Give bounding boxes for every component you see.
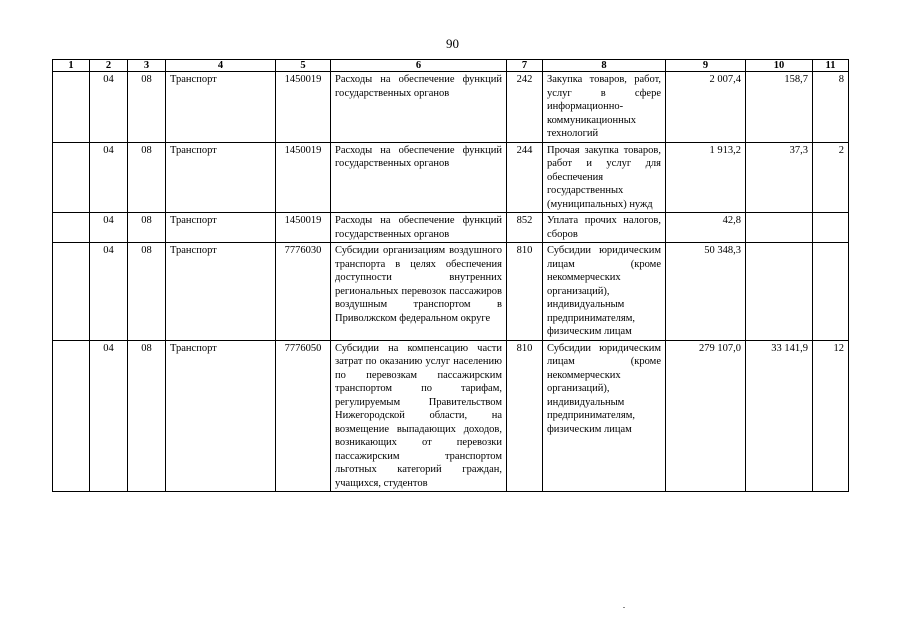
table-row	[53, 72, 849, 143]
subsection-name-cell: Транспорт	[166, 72, 276, 143]
amount-cell	[813, 243, 849, 341]
target-article-cell: 7776050	[276, 340, 331, 492]
table-row	[53, 340, 849, 492]
column-header: 4	[166, 60, 276, 72]
expense-type-code-cell: 242	[507, 72, 543, 143]
subsection-name-cell: Транспорт	[166, 142, 276, 213]
subsection-code-cell: 08	[128, 142, 166, 213]
expense-type-code-cell: 810	[507, 243, 543, 341]
amount-cell: 1 913,2	[666, 142, 746, 213]
row-number-cell	[53, 340, 90, 492]
column-header: 10	[746, 60, 813, 72]
section-code-cell: 04	[90, 142, 128, 213]
target-article-cell: 1450019	[276, 213, 331, 243]
expense-description-cell: Расходы на обеспечение функций государственных органов	[331, 72, 507, 143]
section-code-cell: 04	[90, 72, 128, 143]
expense-type-name-cell: Уплата прочих налогов, сборов	[543, 213, 666, 243]
column-header: 8	[543, 60, 666, 72]
section-code-cell: 04	[90, 340, 128, 492]
amount-cell: 2 007,4	[666, 72, 746, 143]
row-number-cell	[53, 243, 90, 341]
expense-description-cell: Расходы на обеспечение функций государственных органов	[331, 213, 507, 243]
amount-cell: 42,8	[666, 213, 746, 243]
subsection-name-cell: Транспорт	[166, 213, 276, 243]
subsection-code-cell: 08	[128, 72, 166, 143]
scan-mark	[623, 607, 625, 608]
column-number-header-row	[53, 60, 849, 72]
table-row	[53, 243, 849, 341]
subsection-name-cell: Транспорт	[166, 340, 276, 492]
expense-type-name-cell: Закупка товаров, работ, услуг в сфере информационно-коммуникационных технологий	[543, 72, 666, 143]
column-header: 1	[53, 60, 90, 72]
row-number-cell	[53, 72, 90, 143]
subsection-code-cell: 08	[128, 213, 166, 243]
amount-cell: 279 107,0	[666, 340, 746, 492]
amount-cell: 2	[813, 142, 849, 213]
expense-type-code-cell: 244	[507, 142, 543, 213]
amount-cell: 12	[813, 340, 849, 492]
expense-type-name-cell: Субсидии юридическим лицам (кроме некоммерческих организаций), индивидуальным предпринимателям, физическим лицам	[543, 340, 666, 492]
column-header: 11	[813, 60, 849, 72]
expense-type-code-cell: 810	[507, 340, 543, 492]
table-row	[53, 213, 849, 243]
expense-type-code-cell: 852	[507, 213, 543, 243]
column-header: 3	[128, 60, 166, 72]
column-header: 2	[90, 60, 128, 72]
amount-cell: 158,7	[746, 72, 813, 143]
column-header: 5	[276, 60, 331, 72]
column-header: 6	[331, 60, 507, 72]
table-row	[53, 142, 849, 213]
page-number: 90	[446, 36, 459, 51]
section-code-cell: 04	[90, 243, 128, 341]
budget-table	[52, 59, 849, 492]
expense-type-name-cell: Прочая закупка товаров, работ и услуг для обеспечения государственных (муниципальных) нужд	[543, 142, 666, 213]
column-header: 9	[666, 60, 746, 72]
amount-cell: 8	[813, 72, 849, 143]
expense-description-cell: Расходы на обеспечение функций государственных органов	[331, 142, 507, 213]
subsection-code-cell: 08	[128, 340, 166, 492]
expense-type-name-cell: Субсидии юридическим лицам (кроме некоммерческих организаций), индивидуальным предпринимателям, физическим лицам	[543, 243, 666, 341]
target-article-cell: 1450019	[276, 72, 331, 143]
expense-description-cell: Субсидии на компенсацию части затрат по оказанию услуг населению по перевозкам пассажирским транспортом по тарифам, регулируемым Правительством Нижегородской области, на возмещение выпадающих доходов, возникающих от перевозки пассажирским транспортом льготных категорий граждан, учащихся, студентов	[331, 340, 507, 492]
amount-cell	[746, 213, 813, 243]
section-code-cell: 04	[90, 213, 128, 243]
expense-description-cell: Субсидии организациям воздушного транспорта в целях обеспечения доступности внутренних региональных перевозок пассажиров воздушным транспортом в Приволжском федеральном округе	[331, 243, 507, 341]
row-number-cell	[53, 213, 90, 243]
target-article-cell: 7776030	[276, 243, 331, 341]
target-article-cell: 1450019	[276, 142, 331, 213]
subsection-name-cell: Транспорт	[166, 243, 276, 341]
amount-cell: 33 141,9	[746, 340, 813, 492]
amount-cell	[813, 213, 849, 243]
subsection-code-cell: 08	[128, 243, 166, 341]
amount-cell	[746, 243, 813, 341]
amount-cell: 37,3	[746, 142, 813, 213]
row-number-cell	[53, 142, 90, 213]
amount-cell: 50 348,3	[666, 243, 746, 341]
column-header: 7	[507, 60, 543, 72]
